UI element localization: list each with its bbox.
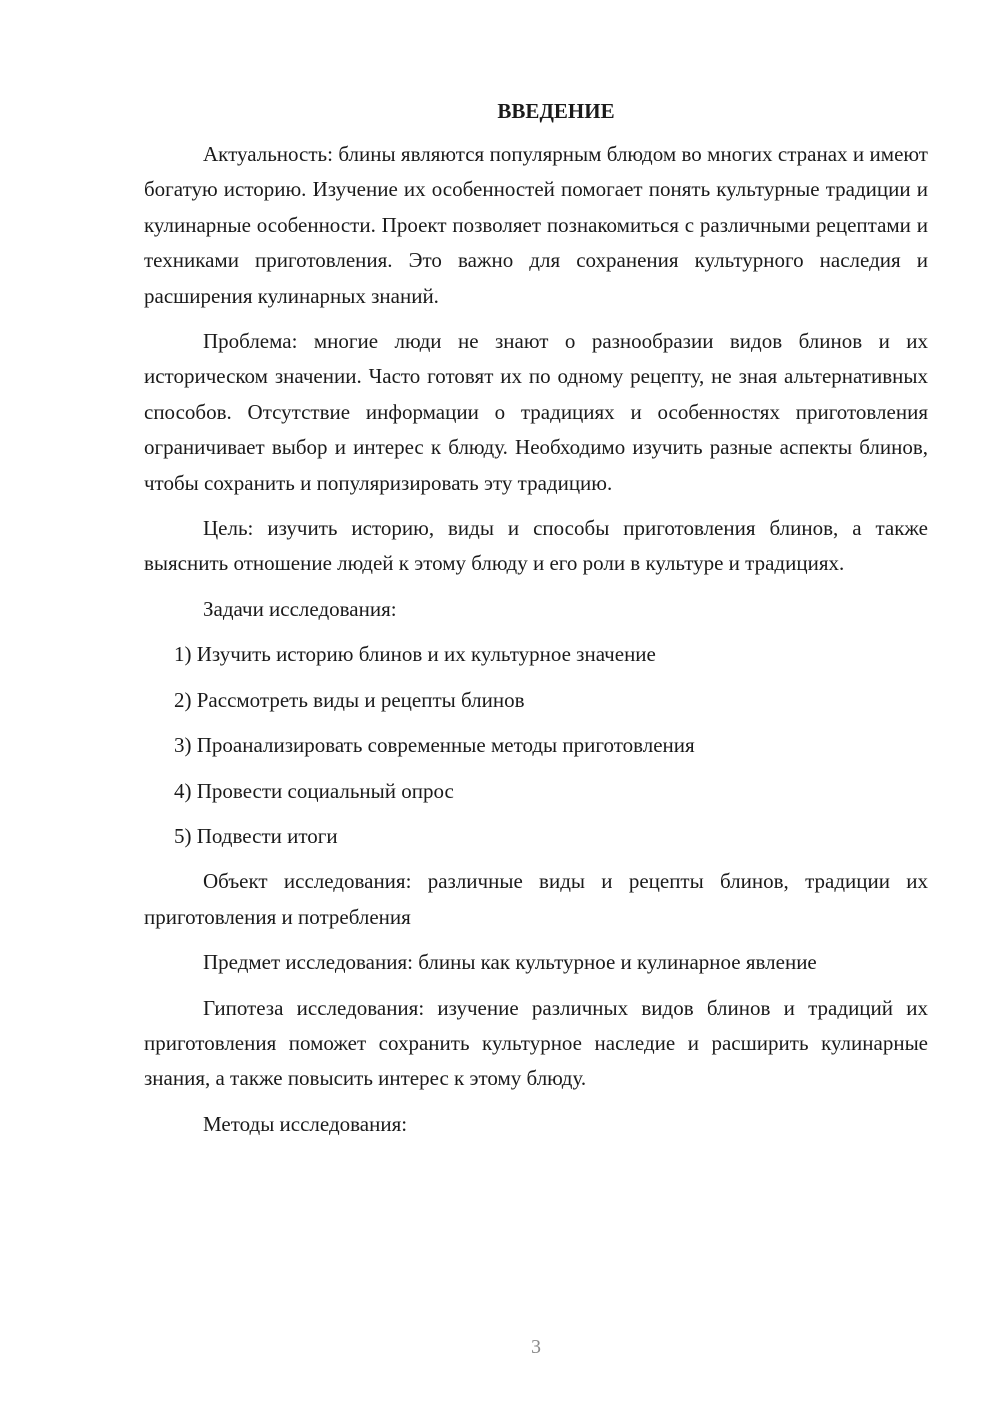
subject-paragraph: Предмет исследования: блины как культурное и кулинарное явление [203, 950, 817, 975]
task-item-1: 1) Изучить историю блинов и их культурное значение [174, 642, 656, 667]
document-page [144, 95, 928, 1152]
task-item-4: 4) Провести социальный опрос [174, 778, 454, 803]
section-title: ВВЕДЕНИЕ [497, 99, 615, 123]
object-paragraph: Объект исследования: различные виды и рецепты блинов, традиции их приготовления и потребления [144, 869, 928, 929]
task-item-5: 5) Подвести итоги [174, 823, 338, 848]
problem-paragraph: Проблема: многие люди не знают о разнообразии видов блинов и их историческом значении. Часто готовят их по одному рецепту, не зная альтернативных способов. Отсутствие информации о традициях и особенностях приготовления ограничивает выбор и интерес к блюду. Необходимо изучить разные аспекты блинов, чтобы сохранить и популяризировать эту традицию. [144, 329, 928, 495]
actuality-paragraph: Актуальность: блины являются популярным блюдом во многих странах и имеют богатую историю. Изучение их особенностей помогает понять культурные традиции и кулинарные особенности. Проект позволяет познакомиться с различными рецептами и техниками приготовления. Это важно для сохранения культурного наследия и расширения кулинарных знаний. [144, 142, 928, 308]
tasks-heading: Задачи исследования: [203, 596, 397, 621]
page-number: 3 [531, 1336, 541, 1358]
task-item-2: 2) Рассмотреть виды и рецепты блинов [174, 687, 525, 712]
hypothesis-paragraph: Гипотеза исследования: изучение различных видов блинов и традиций их приготовления поможет сохранить культурное наследие и расширить кулинарные знания, а также повысить интерес к этому блюду. [144, 995, 928, 1091]
task-item-3: 3) Проанализировать современные методы приготовления [174, 733, 695, 758]
methods-heading: Методы исследования: [203, 1111, 408, 1136]
goal-paragraph: Цель: изучить историю, виды и способы приготовления блинов, а также выяснить отношение людей к этому блюду и его роли в культуре и традициях. [144, 516, 928, 576]
